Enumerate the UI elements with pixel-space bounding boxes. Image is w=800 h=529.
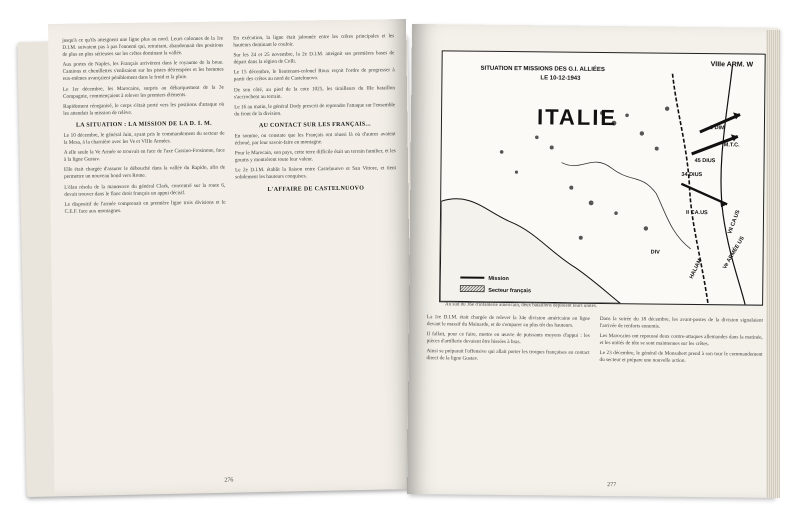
right-page	[407, 24, 778, 498]
section-heading: AU CONTACT SUR LES FRANÇAIS...	[258, 121, 371, 130]
paragraph: jusqu'à ce qu'ils atteignent une ligne plus au nord. Leurs colonnes de la 1re D.I.M. suivaient pas à pas l'ennemi qui, retraitant, abandonnait des positions de plus en plus sérieuses sur les crêtes dominant la vallée.	[62, 35, 224, 58]
legend-sector-label: Secteur français	[488, 287, 532, 295]
paragraph: Il fallait, pour ce faire, mettre en œuvre de puissants moyens d'appui : les pièces d'artillerie devaient être hissées à bras.	[426, 331, 590, 346]
paragraph: Le 15 décembre, le lieutenant-colonel Roux reçoit l'ordre de progresser à partir des crêtes au nord de Castelnuovo.	[233, 67, 395, 83]
map-unit-label: 34 DIUS	[681, 171, 703, 179]
right-page-columns	[425, 314, 763, 476]
legend-mission-label: Mission	[488, 275, 509, 283]
paragraph: Sur les 24 et 25 novembre, la 2e D.I.M. atteignit ses premières bases de départ dans la région de Colli.	[233, 50, 395, 66]
paragraph: Le 1er décembre, les Marocains, surpris au débarquement de la 3e Compagnie, commençaient à relever les premiers éléments.	[62, 84, 224, 100]
paragraph: Le 2e D.I.M. établit la liaison entre Castelnuovo et San Vittore, et tient solidement les hauteurs conquises.	[235, 165, 397, 181]
section-heading: L'AFFAIRE DE CASTELNUOVO	[267, 185, 365, 193]
map-title: SITUATION ET MISSIONS DES G.I. ALLIÉES	[480, 65, 605, 74]
paragraph: Aux portes de Naples, les Français arrivèrent dans le royaume de la boue. Camions et chenillettes s'enlisaient sur les pistes détrempées et les hommes eux-mêmes avançaient péniblement dans le froid et la pluie.	[62, 59, 224, 83]
paragraph: En exécution, la ligne était jalonnée entre les crêtes principales et les hauteurs dominant le couloir.	[233, 33, 395, 49]
paragraph: Ainsi se préparait l'offensive qui allait porter les troupes françaises au contact direct de la ligne Gustav.	[426, 348, 590, 363]
paragraph: Elle était chargée d'assurer le débouché dans la vallée du Rapido, afin de permettre un nouveau bond vers Rome.	[63, 164, 226, 181]
paragraph: L'élan résolu de la manœuvre du général Clark, concentré sur la route 6, devait trouver dans le flanc droit français un appui décisif.	[64, 182, 226, 198]
paragraph: Le dispositif de l'armée comprenait en première ligne trois divisions et le C.E.F. face aux montagnes.	[64, 199, 226, 215]
arrow-head	[720, 200, 727, 207]
map-unit-label: II CA.US	[686, 209, 708, 217]
left-column-1	[62, 36, 229, 472]
paragraph: Dans la soirée du 18 décembre, les avant-postes de la division signalaient l'arrivée de renforts ennemis.	[599, 315, 763, 330]
paragraph: Le 10 décembre, le général Juin, ayant pris le commandement du secteur de la Mesa, à la charnière avec les Ve et VIIIe Armées.	[63, 130, 225, 146]
paragraph: A elle seule la Ve Armée se trouvait en face de l'axe Cassino-Frosinone, face à la ligne Gustav.	[63, 147, 225, 164]
right-column-2	[598, 316, 763, 476]
paragraph: Rapidement réorganisé, le corps s'était porté vers les positions d'attaque où les attendait la mission de relève.	[63, 101, 225, 117]
left-column-2	[233, 33, 400, 469]
map-country: ITALIE	[536, 104, 618, 131]
map-unit-label: DIV	[650, 249, 660, 256]
left-page	[48, 19, 413, 494]
map-unit-label: 2 DIM	[709, 125, 725, 132]
map-army-label: VIIIe ARM. W	[710, 61, 754, 69]
paragraph: En somme, on constate que les Français ont réussi là où d'autres avaient échoué, par leur savoir-faire en montagne.	[234, 131, 396, 147]
map-date: LE 10-12-1943	[540, 75, 581, 82]
right-column-1	[425, 314, 590, 474]
paragraph: Le 16 au matin, le général Dody prescrit de reprendre l'attaque sur l'ensemble du front de la division.	[234, 101, 396, 118]
paragraph: Le 23 décembre, le général de Monsabert prend à son tour le commandement du secteur et prépare une nouvelle action.	[599, 350, 763, 365]
map-unit-label: Ve ARMÉE US	[722, 235, 746, 271]
paragraph: Pour le Marocain, son pays, cette terre difficile était un terrain familier, et les goums y montrèrent toute leur valeur.	[234, 148, 396, 164]
section-heading: LA SITUATION : LA MISSION DE LA D. I. M.	[75, 120, 212, 129]
map-svg	[440, 51, 765, 304]
map-unit-label: VII CA US	[727, 209, 742, 236]
map-caption: Au sud du 36e d'infanterie américain, deux bataillons déploient leurs unités.	[445, 302, 598, 309]
page-number: 276	[224, 477, 234, 484]
paragraph: De son côté, au pied de la cote 1025, les tirailleurs du IIIe bataillon s'accrochent au terrain.	[233, 84, 395, 101]
map-unit-label: 45 DIUS	[694, 157, 716, 165]
page-number: 277	[607, 482, 617, 489]
left-page-columns	[62, 33, 400, 472]
paragraph: Les Marocains ont repoussé deux contre-attaques allemandes dans la matinée, et les unités de tête se sont maintenues sur les crêtes.	[599, 333, 763, 348]
map-unit-label: M.T.C.	[723, 142, 740, 149]
page-edges	[766, 30, 780, 498]
legend-sector-swatch	[460, 286, 484, 292]
map-unit-label: HALIAM	[688, 257, 704, 280]
paragraph: La 1re D.I.M. était chargée de relever la 34e division américaine en ligne devant le massif du Mainarde, et de s'emparer au plus tôt des hauteurs.	[426, 314, 590, 329]
situation-map	[439, 50, 766, 305]
